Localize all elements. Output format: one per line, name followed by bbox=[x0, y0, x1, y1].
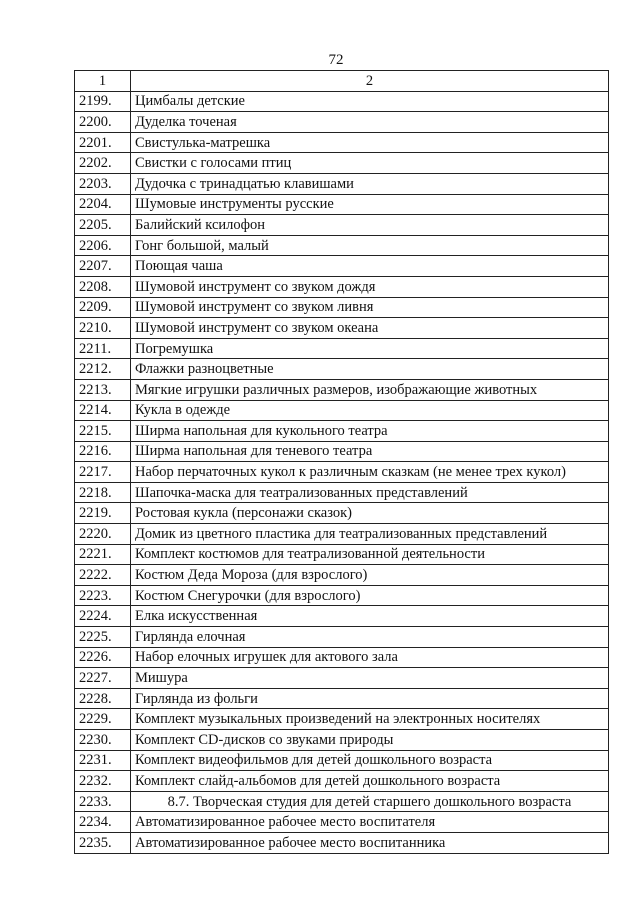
row-number-cell: 2211. bbox=[75, 338, 131, 359]
row-number-cell: 2225. bbox=[75, 627, 131, 648]
column-header-number: 1 bbox=[75, 71, 131, 92]
item-name-cell: Комплект музыкальных произведений на электронных носителях bbox=[131, 709, 609, 730]
item-name-cell: Мягкие игрушки различных размеров, изображающие животных bbox=[131, 379, 609, 400]
table-row bbox=[75, 215, 609, 236]
item-name-cell: Балийский ксилофон bbox=[131, 215, 609, 236]
item-name-cell: Набор елочных игрушек для актового зала bbox=[131, 647, 609, 668]
item-name-cell: Свистулька-матрешка bbox=[131, 132, 609, 153]
table-row bbox=[75, 709, 609, 730]
item-name-cell: Гирлянда из фольги bbox=[131, 688, 609, 709]
row-number-cell: 2226. bbox=[75, 647, 131, 668]
page-number: 72 bbox=[328, 52, 344, 68]
table-header-row bbox=[75, 71, 609, 92]
item-name-cell: Автоматизированное рабочее место воспитателя bbox=[131, 812, 609, 833]
row-number-cell: 2229. bbox=[75, 709, 131, 730]
table-row bbox=[75, 565, 609, 586]
row-number-cell: 2208. bbox=[75, 276, 131, 297]
table-row bbox=[75, 153, 609, 174]
item-name-cell: Ростовая кукла (персонажи сказок) bbox=[131, 503, 609, 524]
table-row bbox=[75, 585, 609, 606]
item-name-cell: Автоматизированное рабочее место воспитанника bbox=[131, 832, 609, 853]
item-name-cell: Кукла в одежде bbox=[131, 400, 609, 421]
item-name-cell: Шумовой инструмент со звуком дождя bbox=[131, 276, 609, 297]
item-name-cell: Набор перчаточных кукол к различным сказкам (не менее трех кукол) bbox=[131, 462, 609, 483]
row-number-cell: 2234. bbox=[75, 812, 131, 833]
item-name-cell: Цимбалы детские bbox=[131, 91, 609, 112]
table-row bbox=[75, 730, 609, 751]
item-name-cell: Гирлянда елочная bbox=[131, 627, 609, 648]
item-name-cell: Шумовые инструменты русские bbox=[131, 194, 609, 215]
table-row bbox=[75, 627, 609, 648]
row-number-cell: 2228. bbox=[75, 688, 131, 709]
table-row bbox=[75, 668, 609, 689]
table-body bbox=[75, 91, 609, 853]
item-name-cell: Костюм Снегурочки (для взрослого) bbox=[131, 585, 609, 606]
item-name-cell: Ширма напольная для кукольного театра bbox=[131, 421, 609, 442]
row-number-cell: 2215. bbox=[75, 421, 131, 442]
row-number-cell: 2233. bbox=[75, 791, 131, 812]
row-number-cell: 2235. bbox=[75, 832, 131, 853]
item-name-cell: Поющая чаша bbox=[131, 256, 609, 277]
column-header-name: 2 bbox=[131, 71, 609, 92]
row-number-cell: 2209. bbox=[75, 297, 131, 318]
row-number-cell: 2216. bbox=[75, 441, 131, 462]
row-number-cell: 2204. bbox=[75, 194, 131, 215]
row-number-cell: 2203. bbox=[75, 173, 131, 194]
table-row bbox=[75, 318, 609, 339]
row-number-cell: 2206. bbox=[75, 235, 131, 256]
item-name-cell: Комплект видеофильмов для детей дошкольного возраста bbox=[131, 750, 609, 771]
item-name-cell: Комплект слайд-альбомов для детей дошкольного возраста bbox=[131, 771, 609, 792]
row-number-cell: 2231. bbox=[75, 750, 131, 771]
table-row bbox=[75, 524, 609, 545]
row-number-cell: 2213. bbox=[75, 379, 131, 400]
table-row bbox=[75, 791, 609, 812]
table-row bbox=[75, 132, 609, 153]
table-row bbox=[75, 606, 609, 627]
table-row bbox=[75, 462, 609, 483]
row-number-cell: 2212. bbox=[75, 359, 131, 380]
equipment-table bbox=[74, 70, 609, 854]
table-row bbox=[75, 441, 609, 462]
row-number-cell: 2214. bbox=[75, 400, 131, 421]
row-number-cell: 2232. bbox=[75, 771, 131, 792]
table-row bbox=[75, 503, 609, 524]
section-heading-cell: 8.7. Творческая студия для детей старшего дошкольного возраста bbox=[131, 791, 609, 812]
row-number-cell: 2221. bbox=[75, 544, 131, 565]
item-name-cell: Гонг большой, малый bbox=[131, 235, 609, 256]
table-row bbox=[75, 400, 609, 421]
table-row bbox=[75, 421, 609, 442]
row-number-cell: 2210. bbox=[75, 318, 131, 339]
item-name-cell: Шумовой инструмент со звуком океана bbox=[131, 318, 609, 339]
table-row bbox=[75, 297, 609, 318]
item-name-cell: Флажки разноцветные bbox=[131, 359, 609, 380]
item-name-cell: Елка искусственная bbox=[131, 606, 609, 627]
table-row bbox=[75, 771, 609, 792]
table-row bbox=[75, 194, 609, 215]
item-name-cell: Ширма напольная для теневого театра bbox=[131, 441, 609, 462]
item-name-cell: Шумовой инструмент со звуком ливня bbox=[131, 297, 609, 318]
table-row bbox=[75, 112, 609, 133]
row-number-cell: 2222. bbox=[75, 565, 131, 586]
item-name-cell: Мишура bbox=[131, 668, 609, 689]
table-row bbox=[75, 379, 609, 400]
row-number-cell: 2220. bbox=[75, 524, 131, 545]
table-row bbox=[75, 359, 609, 380]
item-name-cell: Погремушка bbox=[131, 338, 609, 359]
item-name-cell: Домик из цветного пластика для театрализованных представлений bbox=[131, 524, 609, 545]
row-number-cell: 2201. bbox=[75, 132, 131, 153]
row-number-cell: 2230. bbox=[75, 730, 131, 751]
row-number-cell: 2227. bbox=[75, 668, 131, 689]
table-row bbox=[75, 832, 609, 853]
table-row bbox=[75, 338, 609, 359]
table-row bbox=[75, 482, 609, 503]
item-name-cell: Свистки с голосами птиц bbox=[131, 153, 609, 174]
item-name-cell: Дудочка с тринадцатью клавишами bbox=[131, 173, 609, 194]
item-name-cell: Костюм Деда Мороза (для взрослого) bbox=[131, 565, 609, 586]
row-number-cell: 2207. bbox=[75, 256, 131, 277]
table-row bbox=[75, 235, 609, 256]
row-number-cell: 2224. bbox=[75, 606, 131, 627]
table-row bbox=[75, 812, 609, 833]
table-row bbox=[75, 256, 609, 277]
table-row bbox=[75, 276, 609, 297]
row-number-cell: 2217. bbox=[75, 462, 131, 483]
row-number-cell: 2199. bbox=[75, 91, 131, 112]
table-row bbox=[75, 544, 609, 565]
row-number-cell: 2218. bbox=[75, 482, 131, 503]
item-name-cell: Комплект костюмов для театрализованной деятельности bbox=[131, 544, 609, 565]
item-name-cell: Шапочка-маска для театрализованных представлений bbox=[131, 482, 609, 503]
table-row bbox=[75, 91, 609, 112]
item-name-cell: Дуделка точеная bbox=[131, 112, 609, 133]
table-row bbox=[75, 688, 609, 709]
row-number-cell: 2202. bbox=[75, 153, 131, 174]
row-number-cell: 2219. bbox=[75, 503, 131, 524]
table-row bbox=[75, 173, 609, 194]
item-name-cell: Комплект CD-дисков со звуками природы bbox=[131, 730, 609, 751]
row-number-cell: 2200. bbox=[75, 112, 131, 133]
row-number-cell: 2205. bbox=[75, 215, 131, 236]
table-row bbox=[75, 750, 609, 771]
table-row bbox=[75, 647, 609, 668]
row-number-cell: 2223. bbox=[75, 585, 131, 606]
